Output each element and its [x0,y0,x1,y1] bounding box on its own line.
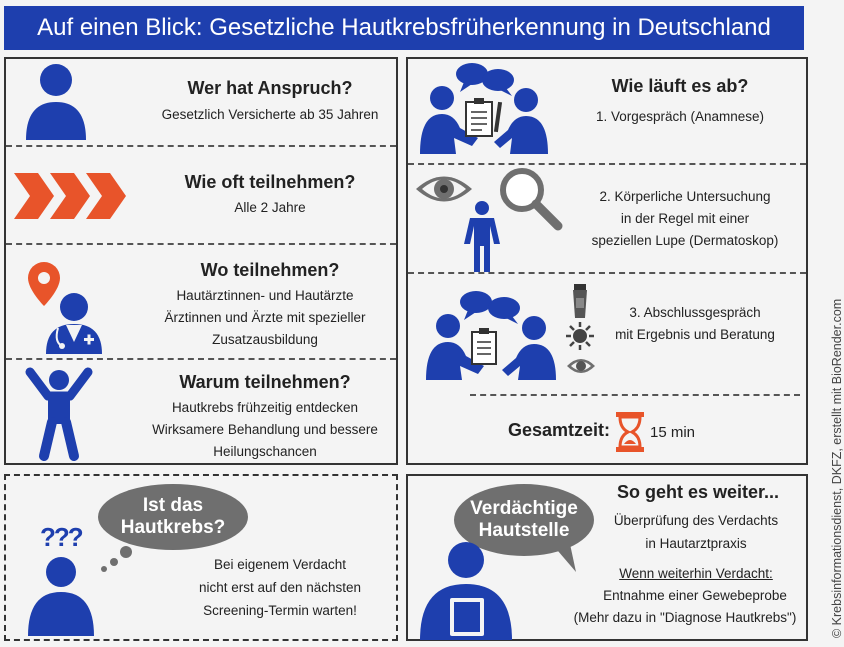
where-heading: Wo teilnehmen? [200,260,340,280]
divider [470,394,800,396]
thought-bubble [98,484,248,550]
step2-text-line2: in der Regel mit einer [620,211,750,226]
person-icon [22,62,90,140]
thought-dots [96,544,136,574]
suspicion-text-line3: Screening-Termin warten! [203,603,357,618]
bubble-line2: Hautkrebs? [120,517,226,538]
why-text-line3: Heilungschancen [213,444,317,459]
next-text-line3: Entnahme einer Gewebeprobe [603,588,787,603]
question-marks: ??? [40,522,82,552]
magnifier-icon [498,166,564,230]
credit [816,240,844,640]
step3-text-line2: mit Ergebnis und Beratung [615,327,775,342]
speech-bubble-tail [548,544,578,574]
consultation-icon [424,290,558,380]
who-text: Gesetzlich Versicherte ab 35 Jahren [161,107,379,122]
step1-text: 1. Vorgespräch (Anamnese) [595,109,765,124]
doctor-icon [44,292,104,354]
often-heading: Wie oft teilnehmen? [184,172,356,192]
step2-text-line3: speziellen Lupe (Dermatoskop) [591,233,779,248]
eye-icon [566,356,596,376]
where-text-line1: Hautärztinnen- und Hautärzte [176,288,354,303]
divider [6,358,396,360]
thinking-person-icon [26,556,96,636]
next-text-line2: in Hautarztpraxis [645,536,747,551]
next-text-line1: Überprüfung des Verdachts [613,513,779,528]
divider [6,243,396,245]
where-text-line2: Ärztinnen und Ärzte mit spezieller [164,310,366,325]
total-time-value: 15 min [650,424,696,441]
step3-text-line1: 3. Abschlussgespräch [629,305,761,320]
suspicion-text-line2: nicht erst auf den nächsten [198,580,362,595]
why-text-line1: Hautkrebs frühzeitig entdecken [171,400,359,415]
chevrons-icon [14,173,126,219]
bubble-line2: Hautstelle [478,520,570,541]
sunscreen-icon [572,284,588,318]
process-heading: Wie läuft es ab? [611,76,749,96]
why-heading: Warum teilnehmen? [179,372,351,392]
consultation-icon [414,62,552,154]
divider [408,272,806,274]
next-text-line4: (Mehr dazu in "Diagnose Hautkrebs") [573,610,797,625]
where-text-line3: Zusatzausbildung [212,332,318,347]
bubble-line1: Ist das [142,495,204,516]
cheering-person-icon [26,368,92,460]
hourglass-icon [614,412,646,452]
who-heading: Wer hat Anspruch? [187,78,353,98]
suspicion-text-line1: Bei eigenem Verdacht [213,557,347,572]
divider [408,163,806,165]
credit-text: © Krebsinformationsdienst, DKFZ, erstellt mit BioRender.com [830,298,844,638]
total-time-label: Gesamtzeit: [508,420,611,440]
bubble-line1: Verdächtige [470,498,578,519]
divider [6,145,396,147]
person-with-document-icon [414,540,522,640]
step2-text-line1: 2. Körperliche Untersuchung [599,189,771,204]
next-condition: Wenn weiterhin Verdacht: [619,566,773,581]
patient-standing-icon [460,200,504,272]
next-heading: So geht es weiter... [616,482,780,502]
why-text-line2: Wirksamere Behandlung und bessere [152,422,378,437]
page-title: Auf einen Blick: Gesetzliche Hautkrebsfrüherkennung in Deutschland [4,6,804,50]
often-text: Alle 2 Jahre [234,200,306,215]
